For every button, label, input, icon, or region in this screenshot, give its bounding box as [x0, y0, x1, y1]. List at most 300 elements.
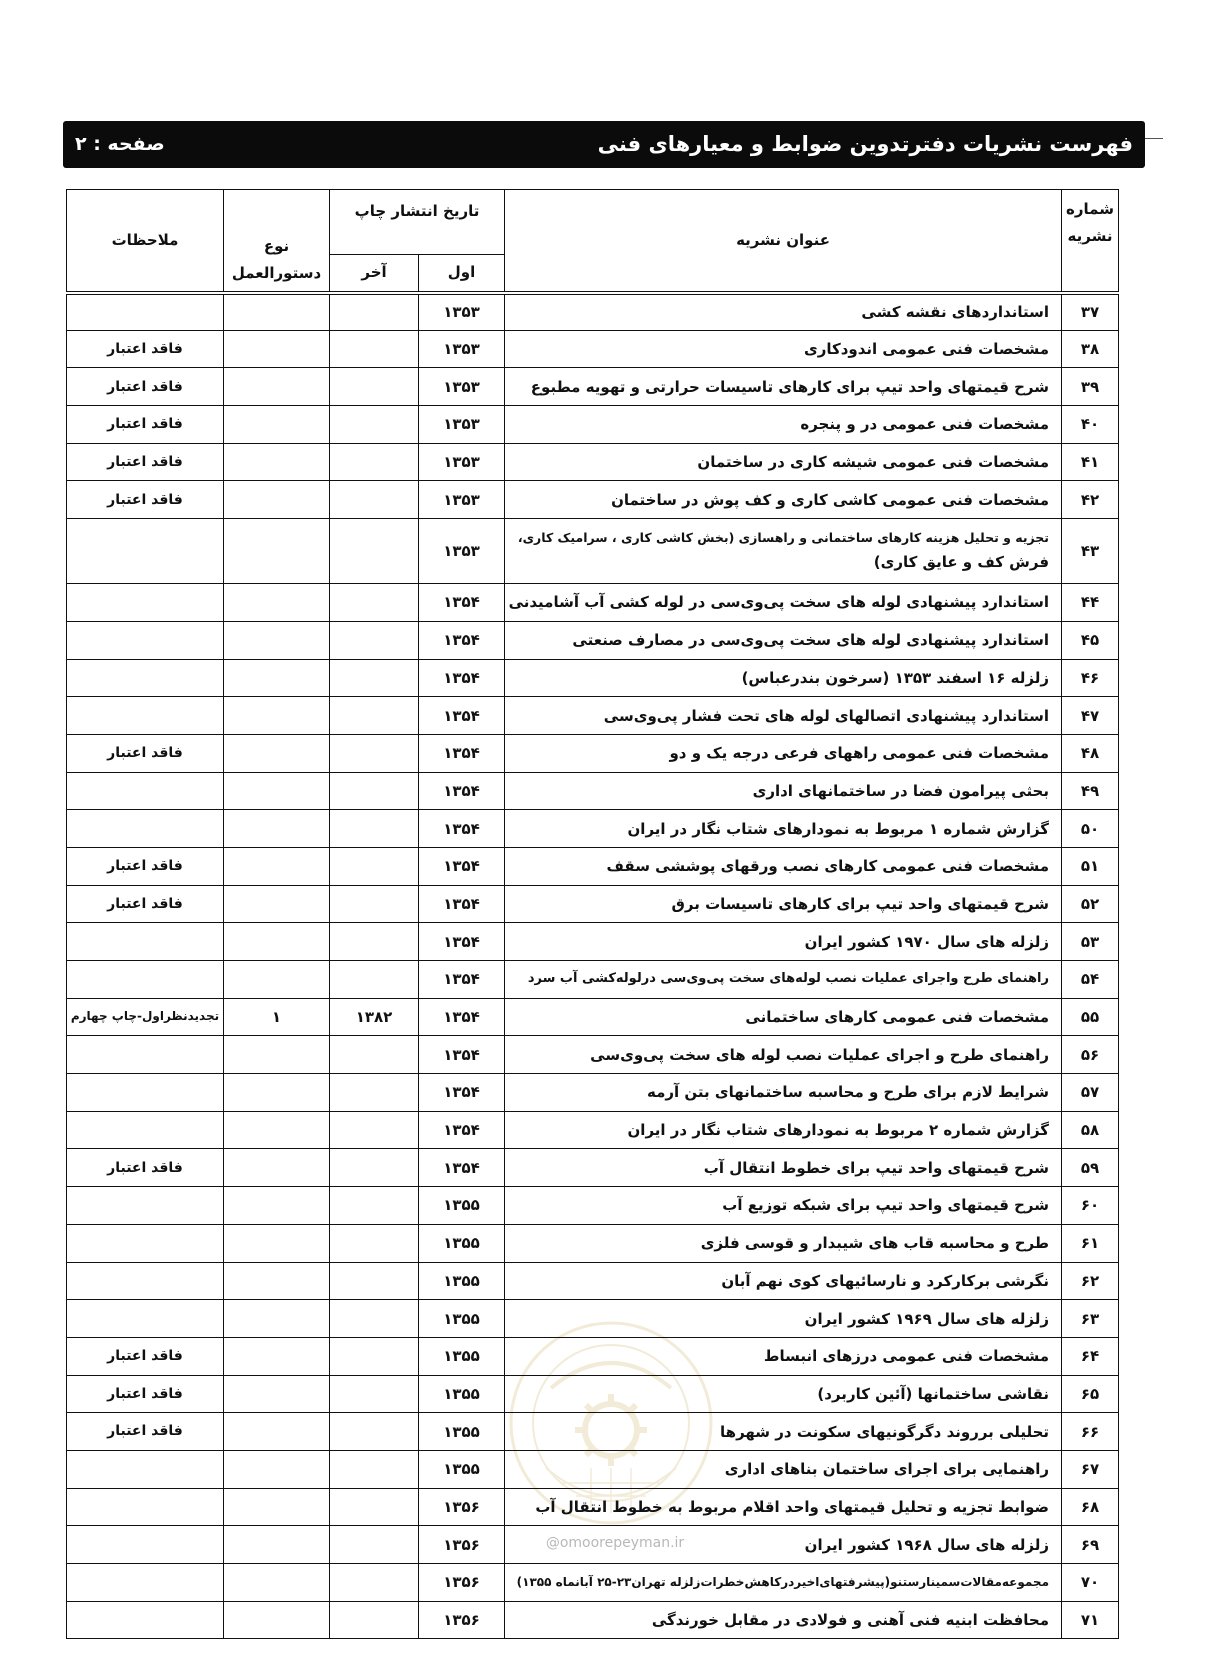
first-print-year — [419, 584, 505, 622]
table-row — [67, 998, 1119, 1036]
publication-number — [1062, 406, 1119, 444]
first-print-year — [419, 368, 505, 406]
table-row — [67, 659, 1119, 697]
publication-number-text: ۳۸ — [1080, 340, 1100, 359]
first-print-year — [419, 481, 505, 519]
notes-cell — [67, 1413, 224, 1451]
publication-title-text: گزارش شماره ۲ مربوط به نمودارهای شتاب نگار در ایران — [627, 1121, 1050, 1140]
publication-number-text: ۶۲ — [1080, 1271, 1100, 1290]
table-row — [67, 1111, 1119, 1149]
first-print-year-text: ۱۳۵۴ — [443, 932, 480, 951]
publication-title — [505, 1337, 1062, 1375]
first-print-year-text: ۱۳۵۳ — [443, 542, 480, 560]
notes-cell — [67, 443, 224, 481]
first-print-year — [419, 961, 505, 999]
publication-title-text: راهنمای طرح و اجرای عملیات نصب لوله های سخت پی‌وی‌سی — [590, 1045, 1050, 1064]
first-print-year-text: ۱۳۵۴ — [443, 894, 480, 913]
first-print-year-text: ۱۳۵۴ — [443, 1158, 480, 1177]
table-row — [67, 293, 1119, 331]
first-print-year — [419, 1413, 505, 1451]
table-row — [67, 923, 1119, 961]
last-print-year — [330, 1300, 419, 1338]
last-print-year — [330, 1262, 419, 1300]
last-print-year — [330, 584, 419, 622]
publication-number — [1062, 1375, 1119, 1413]
first-print-year-text: ۱۳۵۴ — [443, 631, 480, 650]
notes-cell — [67, 1036, 224, 1074]
header-rule — [1145, 138, 1163, 139]
notes-cell — [67, 1187, 224, 1225]
publication-number — [1062, 584, 1119, 622]
first-print-year — [419, 443, 505, 481]
first-print-year — [419, 1375, 505, 1413]
first-print-year — [419, 772, 505, 810]
last-print-year — [330, 406, 419, 444]
first-print-year — [419, 923, 505, 961]
first-print-year — [419, 1564, 505, 1602]
notes-cell-text: فاقد اعتبار — [107, 378, 183, 395]
publication-number-text: ۵۵ — [1080, 1008, 1100, 1027]
publication-title-text: شرح قیمتهای واحد تیپ برای کارهای تاسیسات حرارتی و تهویه مطبوع — [530, 377, 1050, 396]
instruction-type — [224, 330, 330, 368]
instruction-type — [224, 443, 330, 481]
publication-title-text: نگرشی برکارکرد و نارسائیهای کوی نهم آبان — [721, 1271, 1050, 1290]
instruction-type — [224, 998, 330, 1036]
publication-number-text: ۴۷ — [1080, 706, 1100, 725]
first-print-year — [419, 1300, 505, 1338]
publication-title — [505, 1413, 1062, 1451]
publication-number — [1062, 1224, 1119, 1262]
last-print-year — [330, 1413, 419, 1451]
publication-title-text: راهنمایی برای اجرای ساختمان بناهای اداری — [724, 1460, 1050, 1479]
publication-number — [1062, 1337, 1119, 1375]
first-print-year — [419, 621, 505, 659]
publication-title-text: شرح قیمتهای واحد تیپ برای شبکه توزیع آب — [722, 1196, 1050, 1215]
publication-title-text: زلزله های سال ۱۹۷۰ کشور ایران — [804, 932, 1050, 951]
publication-title-text: ضوابط تجزیه و تحلیل قیمتهای واحد اقلام مربوط به خطوط انتقال آب — [535, 1497, 1050, 1516]
notes-cell-text: فاقد اعتبار — [107, 416, 183, 433]
first-print-year-text: ۱۳۵۵ — [443, 1271, 480, 1290]
table-row — [67, 1074, 1119, 1112]
notes-cell — [67, 961, 224, 999]
publication-title-text: زلزله ۱۶ اسفند ۱۳۵۳ (سرخون بندرعباس) — [741, 668, 1050, 687]
first-print-year-text: ۱۳۵۶ — [443, 1535, 480, 1554]
header-last-print: آخر — [330, 255, 419, 293]
publication-title-text: مشخصات فنی عمومی شیشه کاری در ساختمان — [697, 453, 1050, 472]
notes-cell-text: تجدیدنظراول-چاپ چهارم — [70, 1009, 220, 1024]
notes-cell-text: فاقد اعتبار — [107, 340, 183, 357]
notes-cell-text: فاقد اعتبار — [107, 858, 183, 875]
first-print-year-text: ۱۳۵۳ — [443, 303, 480, 322]
publication-number — [1062, 519, 1119, 584]
last-print-year — [330, 697, 419, 735]
publication-title-continued: فرش کف و عایق کاری) — [873, 552, 1050, 571]
last-print-year — [330, 1111, 419, 1149]
publication-number-text: ۶۱ — [1080, 1234, 1100, 1253]
publication-number — [1062, 1111, 1119, 1149]
publication-number — [1062, 1450, 1119, 1488]
table-row — [67, 697, 1119, 735]
table-row — [67, 1300, 1119, 1338]
instruction-type — [224, 697, 330, 735]
notes-cell — [67, 1149, 224, 1187]
first-print-year — [419, 1187, 505, 1225]
instruction-type — [224, 1601, 330, 1639]
table-row — [67, 1149, 1119, 1187]
instruction-type — [224, 923, 330, 961]
first-print-year-text: ۱۳۵۶ — [443, 1497, 480, 1516]
table-row — [67, 885, 1119, 923]
instruction-type — [224, 1413, 330, 1451]
first-print-year — [419, 1450, 505, 1488]
first-print-year — [419, 1074, 505, 1112]
publication-number-text: ۵۶ — [1080, 1045, 1100, 1064]
publication-number — [1062, 621, 1119, 659]
publication-number — [1062, 961, 1119, 999]
first-print-year — [419, 1036, 505, 1074]
first-print-year-text: ۱۳۵۳ — [443, 490, 480, 509]
publication-title-text: مجموعه‌مقالات‌سمینارستنو(پیشرفتهای‌اخیردرکاهش‌خطرات‌زلزله تهران۲۳-۲۵ آبانماه ۱۳۵۵) — [516, 1574, 1050, 1589]
instruction-type — [224, 1488, 330, 1526]
publication-title-text: مشخصات فنی عمومی کارهای نصب ورقهای پوششی سقف — [606, 857, 1050, 876]
table-row — [67, 810, 1119, 848]
table-row — [67, 330, 1119, 368]
publication-number — [1062, 1036, 1119, 1074]
publication-number — [1062, 1601, 1119, 1639]
instruction-type-text: ۱ — [271, 1008, 282, 1027]
publication-title-text: تجزیه و تحلیل هزینه کارهای ساختمانی و راهسازی (بخش کاشی کاری ، سرامیک کاری، — [517, 530, 1050, 546]
publication-title — [505, 885, 1062, 923]
last-print-year — [330, 1526, 419, 1564]
publication-title — [505, 584, 1062, 622]
first-print-year-text: ۱۳۵۳ — [443, 377, 480, 396]
table-row — [67, 772, 1119, 810]
instruction-type — [224, 847, 330, 885]
last-print-year — [330, 734, 419, 772]
publication-title — [505, 1300, 1062, 1338]
first-print-year-text: ۱۳۵۵ — [443, 1196, 480, 1215]
notes-cell — [67, 1488, 224, 1526]
last-print-year — [330, 1187, 419, 1225]
notes-cell — [67, 885, 224, 923]
publication-title — [505, 697, 1062, 735]
first-print-year-text: ۱۳۵۵ — [443, 1384, 480, 1403]
table-row — [67, 1187, 1119, 1225]
last-print-year — [330, 961, 419, 999]
first-print-year-text: ۱۳۵۴ — [443, 593, 480, 612]
instruction-type — [224, 734, 330, 772]
publication-number — [1062, 1488, 1119, 1526]
instruction-type — [224, 659, 330, 697]
publication-number — [1062, 1564, 1119, 1602]
publication-number-text: ۷۰ — [1080, 1573, 1100, 1592]
publication-number — [1062, 443, 1119, 481]
publication-title — [505, 923, 1062, 961]
first-print-year — [419, 659, 505, 697]
publication-number-text: ۶۸ — [1080, 1497, 1100, 1516]
publication-number-text: ۴۹ — [1080, 781, 1100, 800]
publication-number — [1062, 1526, 1119, 1564]
notes-cell — [67, 1526, 224, 1564]
first-print-year-text: ۱۳۵۴ — [443, 1008, 480, 1027]
publication-title-text: زلزله های سال ۱۹۶۸ کشور ایران — [804, 1535, 1050, 1554]
publication-title — [505, 659, 1062, 697]
first-print-year-text: ۱۳۵۴ — [443, 781, 480, 800]
instruction-type — [224, 621, 330, 659]
publication-title-text: طرح و محاسبه قاب های شیبدار و قوسی فلزی — [700, 1234, 1050, 1253]
first-print-year-text: ۱۳۵۵ — [443, 1309, 480, 1328]
watermark-handle: @omoorepeyman.ir — [545, 1535, 685, 1551]
publication-title — [505, 810, 1062, 848]
first-print-year-text: ۱۳۵۴ — [443, 706, 480, 725]
notes-cell-text: فاقد اعتبار — [107, 895, 183, 912]
last-print-year — [330, 481, 419, 519]
table-row — [67, 621, 1119, 659]
notes-cell — [67, 847, 224, 885]
first-print-year — [419, 1488, 505, 1526]
last-print-year — [330, 1450, 419, 1488]
publication-title — [505, 998, 1062, 1036]
table-row — [67, 1413, 1119, 1451]
publication-number-text: ۶۶ — [1080, 1422, 1100, 1441]
publication-title — [505, 293, 1062, 331]
last-print-year — [330, 443, 419, 481]
instruction-type — [224, 1149, 330, 1187]
header-instruction-type: نوع دستورالعمل — [224, 190, 330, 293]
last-print-year — [330, 1224, 419, 1262]
last-print-year — [330, 1488, 419, 1526]
publication-title-text: مشخصات فنی عمومی اندودکاری — [804, 340, 1050, 359]
publication-title — [505, 772, 1062, 810]
publication-title-text: استاندارد پیشنهادی لوله های سخت پی‌وی‌سی در مصارف صنعتی — [572, 631, 1050, 650]
instruction-type — [224, 519, 330, 584]
publication-number-text: ۶۹ — [1080, 1535, 1100, 1554]
publication-number — [1062, 1074, 1119, 1112]
publication-number-text: ۴۴ — [1080, 593, 1100, 612]
publication-number-text: ۴۸ — [1080, 744, 1100, 763]
instruction-type — [224, 481, 330, 519]
notes-cell-text: فاقد اعتبار — [107, 745, 183, 762]
publication-number-text: ۵۰ — [1080, 819, 1100, 838]
publications-table-body — [67, 293, 1119, 1639]
publication-title — [505, 1564, 1062, 1602]
first-print-year — [419, 1224, 505, 1262]
last-print-year — [330, 998, 419, 1036]
instruction-type — [224, 772, 330, 810]
notes-cell — [67, 584, 224, 622]
first-print-year-text: ۱۳۵۳ — [443, 340, 480, 359]
publication-number — [1062, 772, 1119, 810]
first-print-year — [419, 1337, 505, 1375]
publication-number — [1062, 1413, 1119, 1451]
publication-number-text: ۵۴ — [1080, 970, 1100, 989]
publication-number-text: ۴۰ — [1080, 415, 1100, 434]
publication-title — [505, 519, 1062, 584]
publication-title — [505, 330, 1062, 368]
first-print-year-text: ۱۳۵۵ — [443, 1460, 480, 1479]
notes-cell — [67, 1601, 224, 1639]
first-print-year — [419, 847, 505, 885]
notes-cell — [67, 330, 224, 368]
last-print-year — [330, 1601, 419, 1639]
last-print-year — [330, 519, 419, 584]
publication-title-text: راهنمای طرح واجرای عملیات نصب لوله‌های سخت پی‌وی‌سی درلوله‌کشی آب سرد — [527, 970, 1050, 986]
publication-number-text: ۶۴ — [1080, 1347, 1100, 1366]
publication-title-text: استاندارد پیشنهادی اتصالهای لوله های تحت فشار پی‌وی‌سی — [603, 706, 1050, 725]
publication-number-text: ۷۱ — [1080, 1611, 1100, 1630]
publication-number-text: ۴۲ — [1080, 490, 1100, 509]
notes-cell-text: فاقد اعتبار — [107, 453, 183, 470]
notes-cell — [67, 734, 224, 772]
table-row — [67, 1224, 1119, 1262]
publication-number-text: ۳۹ — [1080, 377, 1100, 396]
publications-table — [66, 189, 1119, 1639]
notes-cell — [67, 1262, 224, 1300]
notes-cell-text: فاقد اعتبار — [107, 1348, 183, 1365]
publication-title — [505, 1375, 1062, 1413]
notes-cell — [67, 772, 224, 810]
instruction-type — [224, 1187, 330, 1225]
last-print-year — [330, 1375, 419, 1413]
instruction-type — [224, 368, 330, 406]
first-print-year — [419, 330, 505, 368]
publication-title — [505, 961, 1062, 999]
instruction-type — [224, 1375, 330, 1413]
publication-number-text: ۵۸ — [1080, 1121, 1100, 1140]
last-print-year — [330, 847, 419, 885]
first-print-year — [419, 885, 505, 923]
publication-number-text: ۶۰ — [1080, 1196, 1100, 1215]
publication-title-text: تحلیلی برروند دگرگونیهای سکونت در شهرها — [720, 1422, 1050, 1441]
publication-title — [505, 481, 1062, 519]
last-print-year-text: ۱۳۸۲ — [355, 1008, 393, 1027]
table-row — [67, 519, 1119, 584]
publication-number — [1062, 1262, 1119, 1300]
first-print-year — [419, 406, 505, 444]
first-print-year-text: ۱۳۵۳ — [443, 453, 480, 472]
publication-number-text: ۶۵ — [1080, 1384, 1100, 1403]
first-print-year — [419, 1262, 505, 1300]
publication-number-text: ۵۷ — [1080, 1083, 1100, 1102]
publication-title-text: مشخصات فنی عمومی در و پنجره — [800, 415, 1050, 434]
notes-cell — [67, 1074, 224, 1112]
publication-title — [505, 621, 1062, 659]
page-number: صفحه : ۲ — [75, 133, 165, 155]
first-print-year — [419, 1149, 505, 1187]
notes-cell-text: فاقد اعتبار — [107, 1159, 183, 1176]
first-print-year-text: ۱۳۵۶ — [443, 1573, 480, 1592]
last-print-year — [330, 659, 419, 697]
publication-title-text: مشخصات فنی عمومی راههای فرعی درجه یک و دو — [669, 744, 1050, 763]
table-row — [67, 368, 1119, 406]
first-print-year-text: ۱۳۵۶ — [443, 1611, 480, 1630]
publication-number-text: ۵۹ — [1080, 1158, 1100, 1177]
publication-number-text: ۵۳ — [1080, 932, 1100, 951]
publication-title-text: نقاشی ساختمانها (آئین کاربرد) — [817, 1384, 1050, 1403]
table-row — [67, 1488, 1119, 1526]
publication-number — [1062, 885, 1119, 923]
table-row — [67, 961, 1119, 999]
notes-cell — [67, 1375, 224, 1413]
notes-cell — [67, 621, 224, 659]
publication-title-text: محافظت ابنیه فنی آهنی و فولادی در مقابل خورندگی — [651, 1611, 1050, 1630]
instruction-type — [224, 1337, 330, 1375]
document-title: فهرست نشریات دفترتدوین ضوابط و معیارهای فنی — [597, 132, 1133, 156]
notes-cell — [67, 406, 224, 444]
publication-number — [1062, 368, 1119, 406]
first-print-year — [419, 1526, 505, 1564]
first-print-year — [419, 998, 505, 1036]
first-print-year-text: ۱۳۵۵ — [443, 1422, 480, 1441]
first-print-year — [419, 810, 505, 848]
publication-number — [1062, 330, 1119, 368]
table-row — [67, 1526, 1119, 1564]
instruction-type — [224, 1111, 330, 1149]
publication-number — [1062, 734, 1119, 772]
notes-cell — [67, 368, 224, 406]
last-print-year — [330, 1564, 419, 1602]
instruction-type — [224, 1526, 330, 1564]
first-print-year — [419, 1111, 505, 1149]
publication-title — [505, 1187, 1062, 1225]
publication-title-text: شرح قیمتهای واحد تیپ برای خطوط انتقال آب — [703, 1158, 1050, 1177]
publication-title-text: گزارش شماره ۱ مربوط به نمودارهای شتاب نگار در ایران — [627, 819, 1050, 838]
instruction-type — [224, 584, 330, 622]
publication-title-text: بحثی پیرامون فضا در ساختمانهای اداری — [752, 781, 1050, 800]
publication-number — [1062, 847, 1119, 885]
table-row — [67, 406, 1119, 444]
publication-number-text: ۳۷ — [1080, 303, 1100, 322]
last-print-year — [330, 1074, 419, 1112]
publication-title — [505, 734, 1062, 772]
publication-title-text: استاندارد پیشنهادی لوله های سخت پی‌وی‌سی در لوله کشی آب آشامیدنی — [509, 593, 1050, 612]
publication-number — [1062, 697, 1119, 735]
first-print-year — [419, 519, 505, 584]
publication-title — [505, 1149, 1062, 1187]
publication-number-text: ۴۶ — [1080, 668, 1100, 687]
header-print-date: تاریخ انتشار چاپ — [330, 190, 505, 255]
instruction-type — [224, 961, 330, 999]
instruction-type — [224, 406, 330, 444]
publication-title — [505, 1036, 1062, 1074]
instruction-type — [224, 1300, 330, 1338]
publication-number — [1062, 293, 1119, 331]
document-header-bar — [63, 121, 1145, 168]
publication-number-text: ۶۷ — [1080, 1460, 1100, 1479]
last-print-year — [330, 810, 419, 848]
last-print-year — [330, 1036, 419, 1074]
instruction-type — [224, 1074, 330, 1112]
header-first-print: اول — [419, 255, 505, 293]
last-print-year — [330, 293, 419, 331]
instruction-type — [224, 293, 330, 331]
publication-title — [505, 443, 1062, 481]
last-print-year — [330, 772, 419, 810]
publication-number — [1062, 810, 1119, 848]
publication-number-text: ۴۵ — [1080, 631, 1100, 650]
instruction-type — [224, 1564, 330, 1602]
first-print-year-text: ۱۳۵۴ — [443, 744, 480, 763]
publication-title — [505, 1526, 1062, 1564]
first-print-year-text: ۱۳۵۴ — [443, 857, 480, 876]
last-print-year — [330, 1337, 419, 1375]
notes-cell-text: فاقد اعتبار — [107, 1385, 183, 1402]
publication-title-text: زلزله های سال ۱۹۶۹ کشور ایران — [804, 1309, 1050, 1328]
header-publication-number: شماره نشریه — [1062, 190, 1119, 293]
notes-cell — [67, 697, 224, 735]
table-row — [67, 481, 1119, 519]
table-row — [67, 1601, 1119, 1639]
